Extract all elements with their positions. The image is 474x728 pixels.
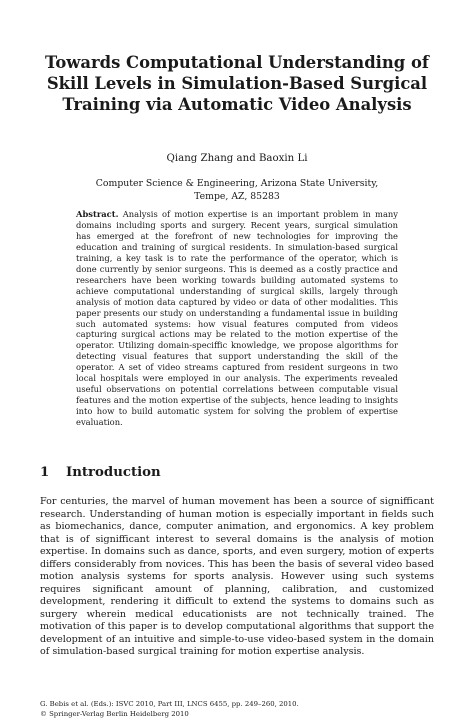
author-affiliation xyxy=(40,177,434,203)
footer-copyright: © Springer-Verlag Berlin Heidelberg 2010 xyxy=(40,709,189,718)
abstract-text: Analysis of motion expertise is an important problem in many domains including sports and surgery. Recent years, surgical simulation has emerged at the forefront of new technologies for improving the education and training of surgical residents. In simulation-based surgical training, a key task is to rate the performance of the operator, which is done currently by senior surgeons. This is deemed as a costly practice and researchers have been working towards building automated systems to achieve computational understanding of surgical skills, largely through analysis of motion data captured by video or data of other modalities. This paper presents our study on understanding a fundamental issue in building such automated systems: how visual features computed from videos capturing surgical actions may be related to the motion expertise of the operator. Utilizing domain-speciffic knowledge, we propose algorithms for detecting visual features that support understanding the skill of the operator. A set of video streams captured from resident surgeons in two local hospitals were employed in our analysis. The experiments revealed useful observations on potential correlations between computable visual features and the motion expertise of the subjects, hence leading to insights into how to build automatic system for solving the problem of expertise evaluation. xyxy=(76,209,399,428)
footer-citation: G. Bebis et al. (Eds.): ISVC 2010, Part III, LNCS 6455, pp. 249–260, 2010. xyxy=(40,700,299,708)
affiliation-line-2: Tempe, AZ, 85283 xyxy=(194,191,280,202)
abstract xyxy=(76,209,398,428)
abstract-label: Abstract. xyxy=(76,209,119,219)
section-title: Introduction xyxy=(66,465,161,480)
affiliation-line-1: Computer Science & Engineering, Arizona State University, xyxy=(95,178,379,189)
paper-authors: Qiang Zhang and Baoxin Li xyxy=(166,153,308,164)
introduction-paragraph: For centuries, the marvel of human movement has been a source of signifficant research. Understanding of human motion is especially important in fields such as biomechanics, dance, computer animation, and ergonomics. A key problem that is of signifficant interest to several domains is the analysis of motion expertise. In domains such as dance, sports, and even surgery, motion of experts differs considerably from novices. This has been the basis of several video based motion analysis systems for sports analysis. However using such systems requires significant amount of planning, calibration, and customized development, rendering it difficult to extend the systems to domains such as surgery wherein medical educationists are not technically trained. The motivation of this paper is to develop computational algorithms that support the development of an intuitive and simple-to-use video-based system in the domain of simulation-based surgical training for motion expertise analysis. xyxy=(40,496,434,657)
section-heading xyxy=(40,465,434,481)
paper-title: Towards Computational Understanding of Skill Levels in Simulation-Based Surgical Training via Automatic Video Analysis xyxy=(45,53,429,114)
section-number: 1 xyxy=(40,465,50,480)
page-footer xyxy=(40,700,434,719)
